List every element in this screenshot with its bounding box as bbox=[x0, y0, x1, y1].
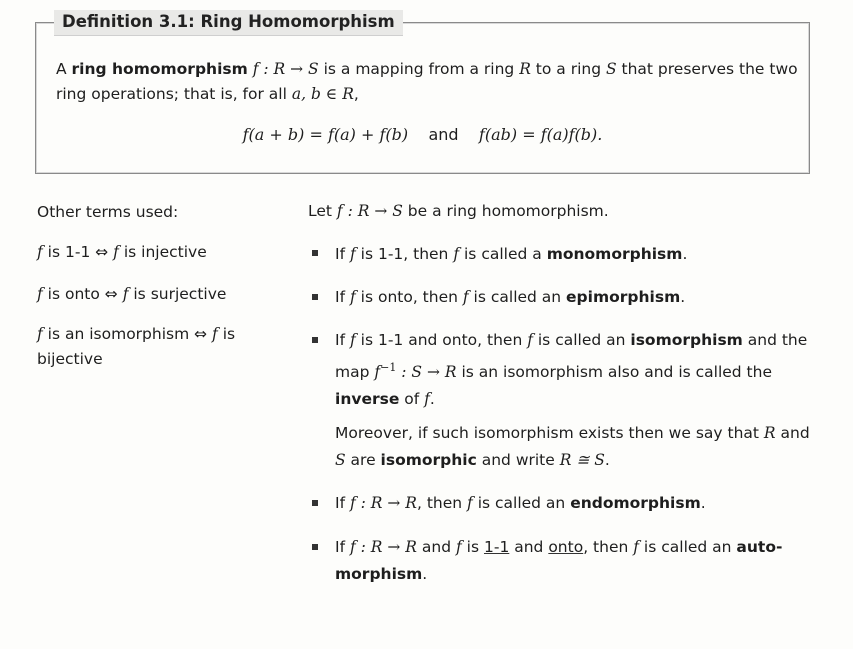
text-part: Let bbox=[308, 202, 337, 220]
def-text-part: to a ring bbox=[530, 60, 606, 78]
text-part: is 1-1 and onto, then bbox=[355, 331, 528, 349]
math-R: R bbox=[763, 424, 776, 442]
math-f: f bbox=[122, 285, 129, 303]
text-part: . bbox=[604, 451, 610, 469]
text-part: is bbox=[461, 538, 484, 556]
text-part: is called an bbox=[532, 331, 631, 349]
math-f: f bbox=[37, 243, 43, 261]
text-part: and bbox=[775, 424, 810, 442]
text-part: If bbox=[335, 245, 350, 263]
text-part: is called a bbox=[459, 245, 547, 263]
term-bijective bbox=[37, 322, 277, 372]
term-isomorphic: isomorphic bbox=[380, 451, 477, 469]
bullet-automorphism bbox=[335, 534, 813, 588]
bullet-isomorphism bbox=[335, 327, 813, 413]
term-surjective bbox=[37, 282, 226, 307]
text-part: If bbox=[335, 331, 350, 349]
math-f: f bbox=[349, 245, 356, 263]
text-part: If bbox=[335, 494, 350, 512]
math-f: f bbox=[455, 538, 462, 556]
text-part: is an isomorphism also and is called the bbox=[456, 363, 772, 382]
moreover-paragraph bbox=[335, 420, 813, 474]
bullet-marker bbox=[312, 294, 318, 300]
math-f: f bbox=[113, 243, 119, 261]
math-f: f bbox=[633, 538, 639, 556]
definition-text bbox=[56, 57, 801, 107]
math-f: f bbox=[527, 331, 533, 349]
text-part: is called an bbox=[468, 288, 567, 306]
math-f: f bbox=[453, 245, 460, 263]
bullet-epimorphism bbox=[335, 284, 813, 311]
formula-addition: f(a + b) = f(a) + f(b) bbox=[242, 125, 409, 144]
other-terms-heading: Other terms used: bbox=[37, 203, 179, 221]
text-part: is called an bbox=[639, 538, 737, 556]
definition-box bbox=[35, 12, 810, 174]
text-part: is 1-1 ⇔ bbox=[42, 243, 114, 261]
text-part: and bbox=[416, 538, 456, 556]
math-f: f bbox=[374, 363, 381, 382]
def-math-map: f : R → S bbox=[252, 60, 319, 78]
def-math-R: R bbox=[519, 60, 531, 78]
bullet-marker bbox=[312, 544, 318, 550]
underlined-onto: onto bbox=[548, 538, 584, 556]
def-text-part: A bbox=[56, 60, 72, 78]
text-part: , then bbox=[416, 494, 468, 512]
def-term-ring-homomorphism: ring homomorphism bbox=[71, 60, 248, 78]
text-part: is bijective bbox=[37, 325, 236, 368]
math-map: f : R → R bbox=[349, 494, 417, 512]
def-math-ab: a, b ∈ R bbox=[291, 85, 354, 103]
bullet-marker bbox=[312, 250, 318, 256]
text-part: of bbox=[399, 390, 425, 409]
term-endomorphism: endomorphism bbox=[570, 494, 701, 512]
math-isomorphic-relation: R ≅ S bbox=[559, 451, 605, 469]
bullet-monomorphism bbox=[335, 241, 813, 268]
math-f: f bbox=[467, 494, 473, 512]
text-part: . bbox=[422, 565, 428, 583]
text-part: . bbox=[682, 245, 688, 263]
term-epimorphism: epimorphism bbox=[566, 288, 681, 306]
text-part: be a ring homomorphism. bbox=[402, 202, 609, 220]
text-part: is 1-1, then bbox=[355, 245, 454, 263]
math-f: f bbox=[37, 285, 43, 303]
text-part: are bbox=[345, 451, 381, 469]
math-inverse-exponent: −1 bbox=[380, 361, 397, 374]
text-part: is an isomorphism ⇔ bbox=[42, 325, 213, 343]
def-text-part: , bbox=[353, 85, 359, 103]
text-part: . bbox=[700, 494, 706, 512]
text-part: If bbox=[335, 288, 350, 306]
math-f: f bbox=[212, 325, 218, 343]
bullet-endomorphism bbox=[335, 490, 813, 517]
underlined-1-1: 1-1 bbox=[483, 538, 510, 556]
math-f: f bbox=[37, 325, 43, 343]
right-intro bbox=[308, 202, 609, 220]
formula-and: and bbox=[428, 125, 459, 144]
term-monomorphism: monomorphism bbox=[546, 245, 683, 263]
text-part: is called an bbox=[472, 494, 571, 512]
def-math-S: S bbox=[605, 60, 617, 78]
text-part: is onto, then bbox=[355, 288, 463, 306]
text-part: If bbox=[335, 538, 350, 556]
term-isomorphism: isomorphism bbox=[630, 331, 743, 349]
text-part: . bbox=[680, 288, 686, 306]
formula-multiplication: f(ab) = f(a)f(b). bbox=[478, 125, 603, 144]
text-part: is injective bbox=[118, 243, 207, 261]
text-part: , then bbox=[583, 538, 634, 556]
term-automorphism: auto-morphism bbox=[335, 538, 783, 583]
text-part: Moreover, if such isomorphism exists then we say that bbox=[335, 424, 764, 442]
math-map: : S → R bbox=[396, 363, 457, 382]
math-map: f : R → R bbox=[349, 538, 417, 556]
definition-formula bbox=[36, 125, 809, 144]
term-inverse: inverse bbox=[335, 390, 400, 409]
term-injective bbox=[37, 240, 207, 265]
text-part: is onto ⇔ bbox=[42, 285, 123, 303]
text-part: . bbox=[429, 390, 435, 409]
text-part: is surjective bbox=[128, 285, 227, 303]
def-text-part: is a mapping from a ring bbox=[318, 60, 520, 78]
math-f: f bbox=[424, 390, 430, 409]
math-f: f bbox=[349, 288, 356, 306]
bullet-marker bbox=[312, 500, 318, 506]
text-part: and write bbox=[476, 451, 560, 469]
def-text-part: that preserves the two ring operations; that is, for all bbox=[56, 60, 798, 103]
text-part: and the map bbox=[335, 331, 808, 382]
math-map: f : R → S bbox=[336, 202, 403, 220]
math-f: f bbox=[462, 288, 469, 306]
definition-title: Definition 3.1: Ring Homomorphism bbox=[54, 10, 403, 36]
math-S: S bbox=[335, 451, 346, 469]
bullet-marker bbox=[312, 337, 318, 343]
math-f: f bbox=[349, 331, 356, 349]
text-part: and bbox=[509, 538, 549, 556]
